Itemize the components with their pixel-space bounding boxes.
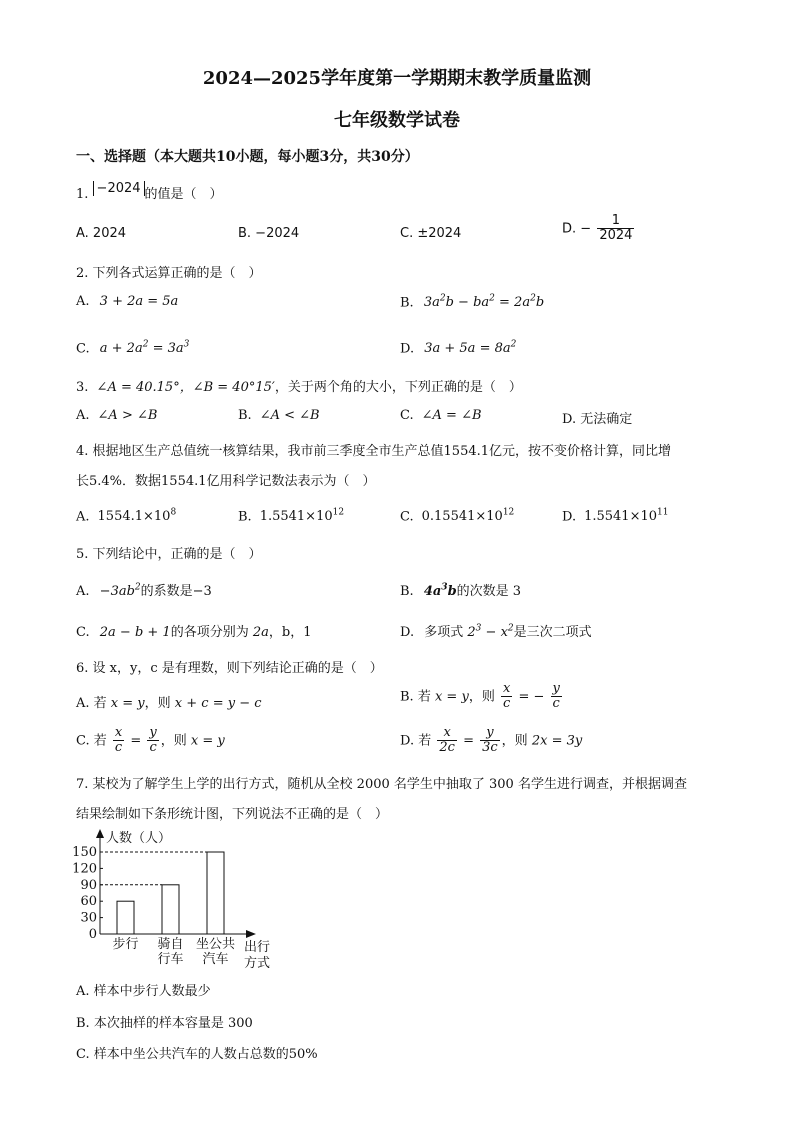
option-label: A. — [76, 408, 90, 423]
question-text: 的值是（ ） — [144, 187, 223, 202]
question-number: 1. — [76, 187, 89, 202]
q2-option-a: A. 3 + 2a = 5a — [76, 294, 179, 309]
q7-option-c: C. 样本中坐公共汽车的人数占总数的50% — [76, 1047, 318, 1062]
absolute-value-expression: −2024 — [93, 181, 145, 196]
option-label: B. — [400, 584, 414, 599]
option-label: D. — [562, 221, 577, 237]
option-label: C. — [400, 408, 414, 423]
option-text: 的系数是−3 — [140, 584, 212, 599]
option-label: C. — [76, 341, 90, 357]
y-axis-arrow — [96, 829, 104, 838]
q3-option-c: C. ∠A = ∠B — [400, 408, 482, 423]
x-axis-arrow — [246, 930, 256, 938]
option-label: A. — [76, 584, 90, 599]
q1-option-d — [562, 214, 636, 244]
bar — [162, 885, 179, 934]
option-text: 的各项分别为 — [170, 625, 249, 640]
q5-option-d: D. 多项式 $2^3 - x^2$是三次二项式 — [400, 623, 592, 640]
exam-title: 2024—2025学年度第一学期期末教学质量监测 — [202, 68, 592, 89]
bar-chart — [70, 824, 290, 974]
y-tick-label: 150 — [72, 845, 97, 860]
q3-option-d: D. 无法确定 — [562, 412, 633, 427]
option-label: C. — [400, 509, 414, 525]
option-connector: ，则 — [144, 696, 171, 711]
q3-option-b: B. ∠A < ∠B — [238, 408, 320, 423]
y-tick-label: 90 — [80, 877, 97, 893]
x-axis-label-line-1: 出行 — [244, 940, 271, 955]
bar — [117, 901, 134, 934]
q1-option-a: A. 2024 — [76, 226, 127, 241]
option-label: B. — [400, 295, 414, 311]
section-heading: 一、选择题（本大题共10小题，每小题3分，共30分） — [76, 149, 419, 165]
option-connector: ，则 — [160, 733, 187, 749]
exam-subtitle: 七年级数学试卷 — [334, 110, 460, 131]
y-tick-label: 120 — [72, 861, 97, 877]
bar — [207, 852, 224, 934]
q6-option-b: B. 若 x = y，则 $\frac{x}{c}$ = − $\frac{y}{c}$ — [400, 681, 560, 712]
option-label: B. — [238, 408, 252, 423]
question-7-line-1: 7. 某校为了解学生上学的出行方式，随机从全校 2000 名学生中抽取了 300 名学生进行调查，并根据调查 — [76, 777, 687, 792]
y-axis-label: 人数（人） — [106, 831, 172, 846]
fraction — [597, 214, 634, 244]
q6-option-d: D. 若 $\frac{x}{2c}$ = $\frac{y}{3c}$ ，则 2x = 3y — [400, 725, 583, 756]
q6-option-c: C. 若 $\frac{x}{c}$ = $\frac{y}{c}$ ，则 x = y — [76, 725, 225, 756]
q4-option-c: C. $0.15541\times 10^{12}$ — [400, 508, 515, 525]
y-tick-label: 60 — [80, 894, 97, 910]
numerator: 1 — [597, 214, 634, 229]
option-text: 的次数是 3 — [456, 584, 522, 599]
q4-option-b: B. $1.5541\times 10^{12}$ — [238, 508, 345, 525]
x-category-label: 汽车 — [202, 952, 229, 967]
q2-option-c: C. $a + 2a^2 = 3a^3$ — [76, 340, 190, 357]
question-3-stem: 3. ∠A = 40.15°，∠B = 40°15′，关于两个角的大小，下列正确的是（ ） — [76, 380, 522, 395]
question-1-stem — [76, 183, 223, 202]
q1-option-b: B. −2024 — [238, 226, 300, 241]
option-connector: ，则 — [501, 733, 528, 749]
option-text-prefix: 多项式 — [424, 625, 464, 640]
q5-option-a: A. $-3ab^2$的系数是−3 — [76, 582, 212, 599]
question-4-line-2: 长5.4%．数据1554.1亿用科学记数法表示为（ ） — [76, 474, 376, 489]
option-label: C. 若 — [76, 733, 107, 749]
q7-option-b: B. 本次抽样的样本容量是 300 — [76, 1016, 253, 1031]
y-tick-label: 0 — [88, 927, 97, 942]
question-2-stem: 2. 下列各式运算正确的是（ ） — [76, 266, 262, 281]
option-text-tail: ，b，1 — [268, 625, 312, 640]
option-label: A. 若 — [76, 696, 107, 711]
q1-option-c: C. ±2024 — [400, 226, 462, 241]
option-label: D. 若 — [400, 733, 432, 749]
y-tick-label: 30 — [80, 910, 97, 926]
question-text: ，关于两个角的大小，下列正确的是（ ） — [274, 380, 522, 395]
option-label: B. 若 — [400, 689, 431, 705]
option-label: A. — [76, 509, 90, 525]
option-label: D. — [400, 341, 415, 357]
x-category-label: 坐公共 — [195, 937, 236, 952]
x-axis-label-line-2: 方式 — [244, 956, 271, 971]
x-category-label: 步行 — [112, 937, 139, 952]
q7-option-a: A. 样本中步行人数最少 — [76, 984, 211, 999]
q4-option-d: D. $1.5541\times 10^{11}$ — [562, 508, 669, 525]
q5-option-b: B. $4a^3b$的次数是 3 — [400, 582, 522, 599]
q4-option-a: A. $1554.1\times 10^8$ — [76, 508, 177, 525]
q2-option-b: B. $3a^2b - ba^2 = 2a^2b$ — [400, 294, 545, 311]
question-7-line-2: 结果绘制如下条形统计图，下列说法不正确的是（ ） — [76, 807, 389, 822]
q3-option-a: A. ∠A > ∠B — [76, 408, 158, 423]
q5-option-c: C. 2a − b + 1的各项分别为 2a，b，1 — [76, 625, 312, 640]
option-label: C. — [76, 625, 90, 640]
x-category-label: 行车 — [157, 952, 184, 967]
question-6-stem: 6. 设 x，y，c 是有理数，则下列结论正确的是（ ） — [76, 661, 383, 676]
x-category-label: 骑自 — [157, 937, 184, 952]
question-4-line-1: 4. 根据地区生产总值统一核算结果，我市前三季度全市生产总值1554.1亿元，按不变价格计算，同比增 — [76, 444, 672, 459]
q2-option-d: D. $3a + 5a = 8a^2$ — [400, 340, 517, 357]
q6-option-a: A. 若 x = y，则 x + c = y − c — [76, 696, 262, 711]
denominator: 2024 — [599, 228, 633, 244]
minus-sign: − — [580, 221, 592, 237]
option-text: 是三次二项式 — [513, 625, 592, 640]
question-5-stem: 5. 下列结论中，正确的是（ ） — [76, 547, 262, 562]
option-label: D. — [562, 509, 577, 525]
option-label: B. — [238, 509, 252, 525]
question-number: 3. — [76, 380, 89, 395]
option-connector: ，则 — [468, 689, 495, 705]
option-label: A. — [76, 294, 90, 309]
option-label: D. — [400, 625, 415, 640]
